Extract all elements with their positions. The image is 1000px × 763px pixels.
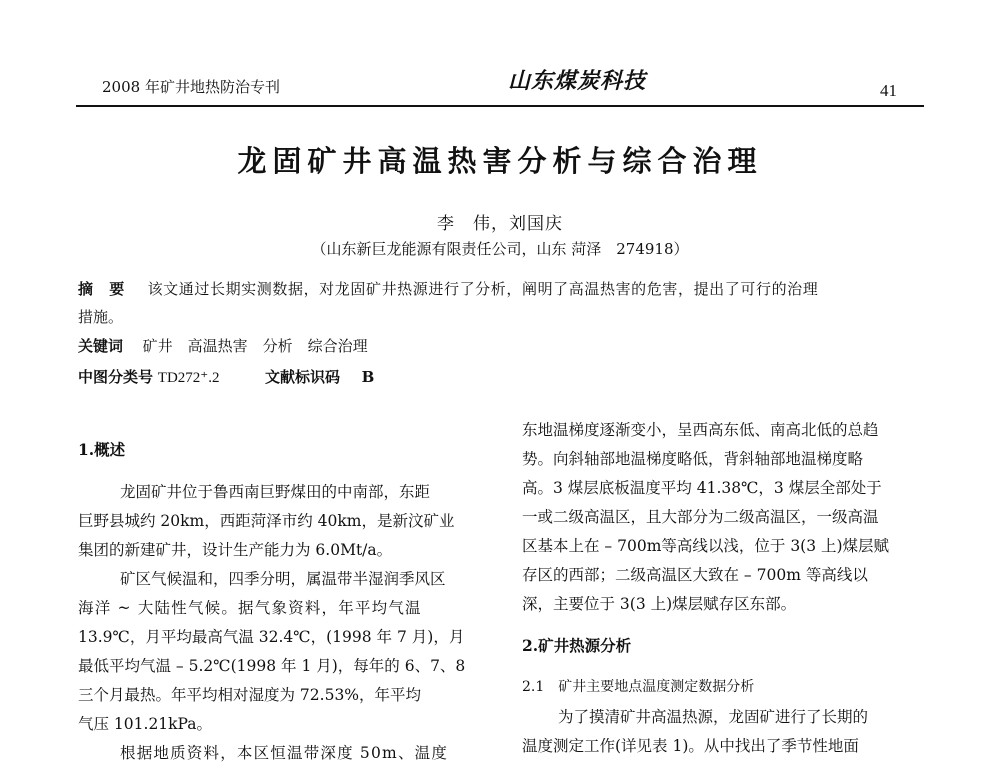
abstract (78, 278, 818, 299)
doc-code-value: B (361, 368, 375, 386)
body-line: 势。向斜轴部地温梯度略低，背斜轴部地温梯度略 (522, 450, 864, 468)
classification-value: TD272⁺.2 (157, 370, 220, 386)
body-line: 龙固矿井位于鲁西南巨野煤田的中南部，东距 (120, 483, 431, 501)
section1-heading: 1.概述 (78, 440, 126, 459)
body-line: 三个月最热。年平均相对湿度为 72.53%，年平均 (78, 686, 422, 704)
body-line: 东地温梯度逐渐变小，呈西高东低、南高北低的总趋 (522, 421, 879, 439)
paper-title: 龙固矿井高温热害分析与综合治理 (237, 144, 763, 178)
keywords (78, 335, 368, 356)
classification-label: 中图分类号 (78, 368, 154, 386)
body-line: 矿区气候温和，四季分明，属温带半湿润季风区 (120, 570, 446, 588)
body-line: 一或二级高温区，且大部分为二级高温区，一级高温 (522, 508, 879, 526)
body-line: 深，主要位于 3(3 上)煤层赋存区东部。 (522, 595, 797, 613)
doc-code-label: 文献标识码 (265, 368, 341, 386)
body-line: 存区的西部；二级高温区大致在 – 700m 等高线以 (522, 566, 868, 584)
abstract-text-line2: 措施。 (78, 308, 124, 326)
body-line: 巨野县城约 20km，西距菏泽市约 40km，是新汶矿业 (78, 512, 455, 530)
header-rule (76, 105, 924, 107)
keywords-label: 关键词 (78, 337, 124, 355)
section2-heading: 2.矿井热源分析 (522, 636, 632, 655)
abstract-text-line1: 该文通过长期实测数据，对龙固矿井热源进行了分析，阐明了高温热害的危害，提出了可行的治理 (147, 280, 819, 298)
journal-name: 山东煤炭科技 (508, 68, 647, 94)
body-line: 最低平均气温 – 5.2℃(1998 年 1 月)，每年的 6、7、8 (78, 657, 466, 675)
page-number: 41 (880, 81, 897, 100)
body-line: 集团的新建矿井，设计生产能力为 6.0Mt/a。 (78, 541, 393, 559)
journal-issue: 2008 年矿井地热防治专刊 (102, 78, 280, 96)
body-line: 气压 101.21kPa。 (78, 715, 213, 733)
body-line: 温度测定工作(详见表 1)。从中找出了季节性地面 (522, 737, 859, 755)
body-line: 13.9℃，月平均最高气温 32.4℃，(1998 年 7 月)，月 (78, 628, 465, 646)
authors: 李 伟，刘国庆 (437, 214, 563, 234)
body-line: 为了摸清矿井高温热源，龙固矿进行了长期的 (558, 708, 869, 726)
classification (78, 366, 374, 387)
abstract-label: 摘 要 (78, 280, 125, 298)
subsection-heading: 2.1 矿井主要地点温度测定数据分析 (522, 679, 755, 695)
keywords-text: 矿井 高温热害 分析 综合治理 (142, 337, 368, 355)
body-line: 海洋 ~ 大陆性气候。据气象资料，年平均气温 (78, 599, 422, 617)
affiliation: （山东新巨龙能源有限责任公司，山东 菏泽 274918） (311, 240, 689, 258)
body-line: 区基本上在 – 700m等高线以浅，位于 3(3 上)煤层赋 (522, 537, 890, 555)
body-line: 根据地质资料，本区恒温带深度 50m、温度 (120, 744, 449, 762)
body-line: 高。3 煤层底板温度平均 41.38℃，3 煤层全部处于 (522, 479, 882, 497)
